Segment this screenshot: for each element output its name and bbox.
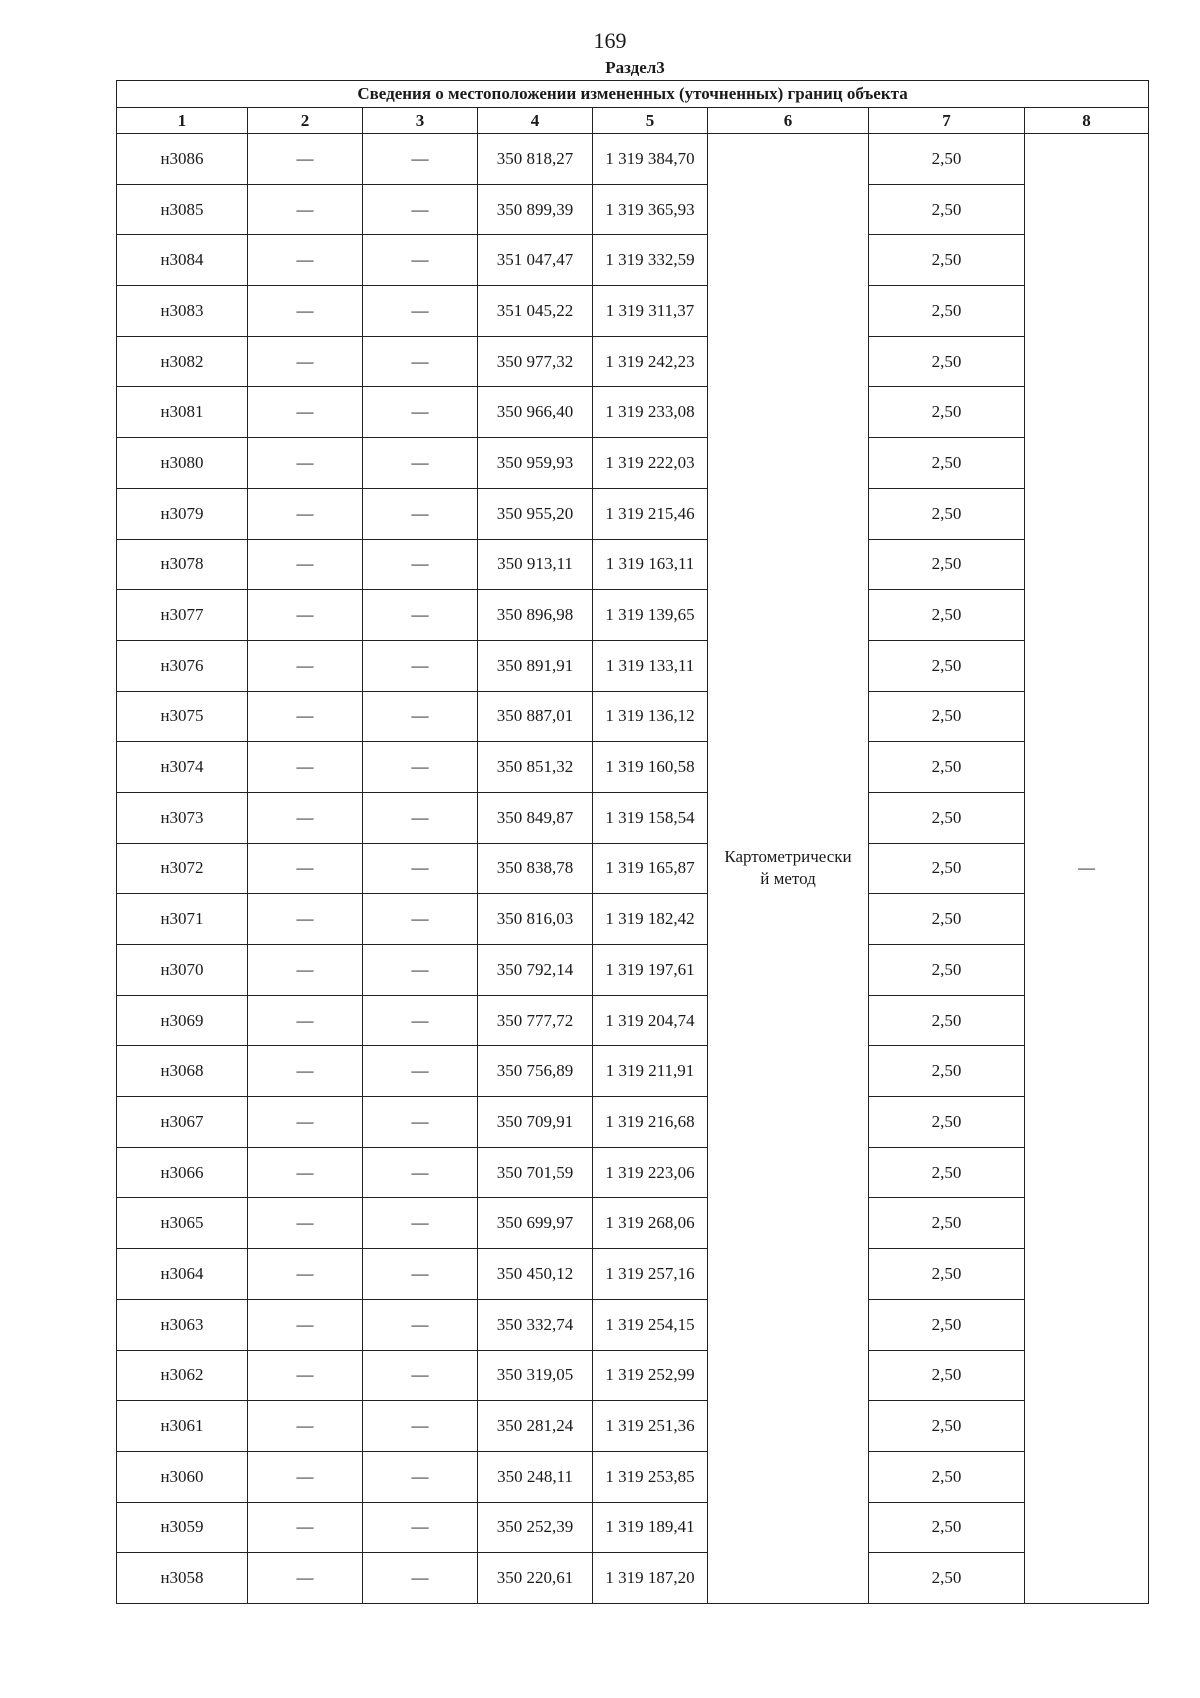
x-coordinate-cell: 350 220,61 — [478, 1553, 593, 1604]
column-3-cell: — — [363, 134, 478, 185]
column-2-cell: — — [248, 1502, 363, 1553]
column-3-cell: — — [363, 894, 478, 945]
y-coordinate-cell: 1 319 251,36 — [593, 1401, 708, 1452]
column-2-cell: — — [248, 792, 363, 843]
method-line-2: й метод — [760, 869, 816, 889]
accuracy-cell: 2,50 — [869, 134, 1025, 185]
column-3-cell: — — [363, 1502, 478, 1553]
accuracy-cell: 2,50 — [869, 1553, 1025, 1604]
column-2-cell: — — [248, 894, 363, 945]
point-name-cell: н3084 — [117, 235, 248, 286]
accuracy-cell: 2,50 — [869, 539, 1025, 590]
accuracy-cell: 2,50 — [869, 742, 1025, 793]
table-row — [117, 691, 1149, 742]
x-coordinate-cell: 350 838,78 — [478, 843, 593, 894]
y-coordinate-cell: 1 319 384,70 — [593, 134, 708, 185]
y-coordinate-cell: 1 319 242,23 — [593, 336, 708, 387]
accuracy-cell: 2,50 — [869, 336, 1025, 387]
x-coordinate-cell: 350 332,74 — [478, 1299, 593, 1350]
table-row — [117, 1401, 1149, 1452]
point-name-cell: н3079 — [117, 488, 248, 539]
point-name-cell: н3075 — [117, 691, 248, 742]
point-name-cell: н3064 — [117, 1249, 248, 1300]
page-number: 169 — [593, 28, 627, 53]
column-3-cell: — — [363, 1451, 478, 1502]
x-coordinate-cell: 350 818,27 — [478, 134, 593, 185]
y-coordinate-cell: 1 319 165,87 — [593, 843, 708, 894]
column-2-cell: — — [248, 286, 363, 337]
accuracy-cell: 2,50 — [869, 1350, 1025, 1401]
column-3-cell: — — [363, 286, 478, 337]
column-number-1: 1 — [117, 108, 248, 134]
column-2-cell: — — [248, 742, 363, 793]
column-3-cell: — — [363, 995, 478, 1046]
accuracy-cell: 2,50 — [869, 945, 1025, 996]
point-name-cell: н3059 — [117, 1502, 248, 1553]
table-row — [117, 1198, 1149, 1249]
table-row — [117, 1097, 1149, 1148]
point-name-cell: н3069 — [117, 995, 248, 1046]
table-row — [117, 1147, 1149, 1198]
column-2-cell: — — [248, 134, 363, 185]
table-row — [117, 1451, 1149, 1502]
x-coordinate-cell: 350 851,32 — [478, 742, 593, 793]
method-cell — [708, 134, 869, 1604]
column-2-cell: — — [248, 1249, 363, 1300]
accuracy-cell: 2,50 — [869, 235, 1025, 286]
accuracy-cell: 2,50 — [869, 792, 1025, 843]
x-coordinate-cell: 350 777,72 — [478, 995, 593, 1046]
section-label: Раздел3 — [605, 58, 665, 77]
y-coordinate-cell: 1 319 216,68 — [593, 1097, 708, 1148]
y-coordinate-cell: 1 319 332,59 — [593, 235, 708, 286]
x-coordinate-cell: 350 281,24 — [478, 1401, 593, 1452]
x-coordinate-cell: 350 248,11 — [478, 1451, 593, 1502]
table-row — [117, 1046, 1149, 1097]
accuracy-cell: 2,50 — [869, 1198, 1025, 1249]
point-name-cell: н3077 — [117, 590, 248, 641]
accuracy-cell: 2,50 — [869, 1401, 1025, 1452]
column-2-cell: — — [248, 1350, 363, 1401]
point-name-cell: н3071 — [117, 894, 248, 945]
x-coordinate-cell: 351 047,47 — [478, 235, 593, 286]
table-row — [117, 438, 1149, 489]
table-row — [117, 945, 1149, 996]
point-name-cell: н3078 — [117, 539, 248, 590]
point-name-cell: н3066 — [117, 1147, 248, 1198]
table-row — [117, 843, 1149, 894]
point-name-cell: н3061 — [117, 1401, 248, 1452]
column-number-8: 8 — [1025, 108, 1149, 134]
column-3-cell: — — [363, 1147, 478, 1198]
column-3-cell: — — [363, 539, 478, 590]
y-coordinate-cell: 1 319 252,99 — [593, 1350, 708, 1401]
x-coordinate-cell: 350 887,01 — [478, 691, 593, 742]
column-2-cell: — — [248, 995, 363, 1046]
column-3-cell: — — [363, 1401, 478, 1452]
x-coordinate-cell: 350 959,93 — [478, 438, 593, 489]
column-8-cell: — — [1025, 134, 1149, 1604]
x-coordinate-cell: 350 849,87 — [478, 792, 593, 843]
x-coordinate-cell: 350 701,59 — [478, 1147, 593, 1198]
point-name-cell: н3060 — [117, 1451, 248, 1502]
column-numbers-row — [117, 108, 1149, 134]
table-row — [117, 1249, 1149, 1300]
table-row — [117, 336, 1149, 387]
accuracy-cell: 2,50 — [869, 1147, 1025, 1198]
column-3-cell: — — [363, 843, 478, 894]
accuracy-cell: 2,50 — [869, 1046, 1025, 1097]
y-coordinate-cell: 1 319 187,20 — [593, 1553, 708, 1604]
column-2-cell: — — [248, 1097, 363, 1148]
table-row — [117, 286, 1149, 337]
accuracy-cell: 2,50 — [869, 995, 1025, 1046]
point-name-cell: н3063 — [117, 1299, 248, 1350]
accuracy-cell: 2,50 — [869, 184, 1025, 235]
y-coordinate-cell: 1 319 197,61 — [593, 945, 708, 996]
x-coordinate-cell: 350 966,40 — [478, 387, 593, 438]
point-name-cell: н3076 — [117, 640, 248, 691]
point-name-cell: н3070 — [117, 945, 248, 996]
table-row — [117, 387, 1149, 438]
accuracy-cell: 2,50 — [869, 1451, 1025, 1502]
x-coordinate-cell: 350 709,91 — [478, 1097, 593, 1148]
column-number-2: 2 — [248, 108, 363, 134]
y-coordinate-cell: 1 319 223,06 — [593, 1147, 708, 1198]
column-2-cell: — — [248, 843, 363, 894]
column-3-cell: — — [363, 1198, 478, 1249]
x-coordinate-cell: 350 699,97 — [478, 1198, 593, 1249]
table-row — [117, 539, 1149, 590]
column-2-cell: — — [248, 1046, 363, 1097]
accuracy-cell: 2,50 — [869, 590, 1025, 641]
boundary-table — [116, 80, 1149, 1604]
point-name-cell: н3074 — [117, 742, 248, 793]
accuracy-cell: 2,50 — [869, 387, 1025, 438]
column-3-cell: — — [363, 742, 478, 793]
x-coordinate-cell: 350 792,14 — [478, 945, 593, 996]
column-3-cell: — — [363, 945, 478, 996]
accuracy-cell: 2,50 — [869, 1502, 1025, 1553]
x-coordinate-cell: 350 891,91 — [478, 640, 593, 691]
column-2-cell: — — [248, 1299, 363, 1350]
x-coordinate-cell: 350 899,39 — [478, 184, 593, 235]
point-name-cell: н3072 — [117, 843, 248, 894]
column-2-cell: — — [248, 1147, 363, 1198]
x-coordinate-cell: 350 913,11 — [478, 539, 593, 590]
accuracy-cell: 2,50 — [869, 488, 1025, 539]
table-row — [117, 894, 1149, 945]
x-coordinate-cell: 350 450,12 — [478, 1249, 593, 1300]
column-3-cell: — — [363, 792, 478, 843]
column-2-cell: — — [248, 1401, 363, 1452]
point-name-cell: н3067 — [117, 1097, 248, 1148]
column-3-cell: — — [363, 488, 478, 539]
column-3-cell: — — [363, 387, 478, 438]
column-3-cell: — — [363, 1046, 478, 1097]
y-coordinate-cell: 1 319 257,16 — [593, 1249, 708, 1300]
method-line-1: Картометрически — [724, 847, 852, 867]
table-row — [117, 792, 1149, 843]
y-coordinate-cell: 1 319 139,65 — [593, 590, 708, 641]
point-name-cell: н3085 — [117, 184, 248, 235]
table-row — [117, 590, 1149, 641]
column-2-cell: — — [248, 488, 363, 539]
x-coordinate-cell: 350 816,03 — [478, 894, 593, 945]
y-coordinate-cell: 1 319 158,54 — [593, 792, 708, 843]
x-coordinate-cell: 350 319,05 — [478, 1350, 593, 1401]
x-coordinate-cell: 350 955,20 — [478, 488, 593, 539]
y-coordinate-cell: 1 319 204,74 — [593, 995, 708, 1046]
point-name-cell: н3086 — [117, 134, 248, 185]
table-row — [117, 995, 1149, 1046]
accuracy-cell: 2,50 — [869, 286, 1025, 337]
point-name-cell: н3065 — [117, 1198, 248, 1249]
y-coordinate-cell: 1 319 163,11 — [593, 539, 708, 590]
table-row — [117, 1502, 1149, 1553]
column-number-6: 6 — [708, 108, 869, 134]
y-coordinate-cell: 1 319 133,11 — [593, 640, 708, 691]
column-2-cell: — — [248, 640, 363, 691]
column-3-cell: — — [363, 1553, 478, 1604]
column-2-cell: — — [248, 387, 363, 438]
point-name-cell: н3080 — [117, 438, 248, 489]
y-coordinate-cell: 1 319 211,91 — [593, 1046, 708, 1097]
y-coordinate-cell: 1 319 253,85 — [593, 1451, 708, 1502]
y-coordinate-cell: 1 319 136,12 — [593, 691, 708, 742]
table-row — [117, 1553, 1149, 1604]
y-coordinate-cell: 1 319 254,15 — [593, 1299, 708, 1350]
point-name-cell: н3081 — [117, 387, 248, 438]
y-coordinate-cell: 1 319 189,41 — [593, 1502, 708, 1553]
column-number-4: 4 — [478, 108, 593, 134]
column-2-cell: — — [248, 1553, 363, 1604]
column-number-7: 7 — [869, 108, 1025, 134]
column-2-cell: — — [248, 438, 363, 489]
accuracy-cell: 2,50 — [869, 894, 1025, 945]
column-3-cell: — — [363, 590, 478, 641]
column-2-cell: — — [248, 590, 363, 641]
column-3-cell: — — [363, 1299, 478, 1350]
accuracy-cell: 2,50 — [869, 1097, 1025, 1148]
point-name-cell: н3073 — [117, 792, 248, 843]
column-2-cell: — — [248, 336, 363, 387]
y-coordinate-cell: 1 319 222,03 — [593, 438, 708, 489]
table-row — [117, 184, 1149, 235]
accuracy-cell: 2,50 — [869, 843, 1025, 894]
table-row — [117, 488, 1149, 539]
point-name-cell: н3083 — [117, 286, 248, 337]
column-2-cell: — — [248, 1451, 363, 1502]
column-3-cell: — — [363, 184, 478, 235]
point-name-cell: н3082 — [117, 336, 248, 387]
column-2-cell: — — [248, 184, 363, 235]
y-coordinate-cell: 1 319 233,08 — [593, 387, 708, 438]
table-row — [117, 1299, 1149, 1350]
table-row — [117, 742, 1149, 793]
x-coordinate-cell: 350 977,32 — [478, 336, 593, 387]
point-name-cell: н3058 — [117, 1553, 248, 1604]
column-3-cell: — — [363, 1249, 478, 1300]
column-2-cell: — — [248, 1198, 363, 1249]
y-coordinate-cell: 1 319 215,46 — [593, 488, 708, 539]
column-3-cell: — — [363, 1350, 478, 1401]
point-name-cell: н3068 — [117, 1046, 248, 1097]
column-2-cell: — — [248, 691, 363, 742]
x-coordinate-cell: 351 045,22 — [478, 286, 593, 337]
column-3-cell: — — [363, 235, 478, 286]
accuracy-cell: 2,50 — [869, 1249, 1025, 1300]
column-number-5: 5 — [593, 108, 708, 134]
column-3-cell: — — [363, 438, 478, 489]
accuracy-cell: 2,50 — [869, 438, 1025, 489]
table-row — [117, 640, 1149, 691]
x-coordinate-cell: 350 252,39 — [478, 1502, 593, 1553]
table-row — [117, 1350, 1149, 1401]
accuracy-cell: 2,50 — [869, 691, 1025, 742]
table-title: Сведения о местоположении измененных (уточненных) границ объекта — [117, 81, 1149, 108]
y-coordinate-cell: 1 319 160,58 — [593, 742, 708, 793]
table-body — [117, 134, 1149, 1604]
table-row — [117, 235, 1149, 286]
y-coordinate-cell: 1 319 182,42 — [593, 894, 708, 945]
y-coordinate-cell: 1 319 268,06 — [593, 1198, 708, 1249]
table-row — [117, 134, 1149, 185]
column-3-cell: — — [363, 336, 478, 387]
column-number-3: 3 — [363, 108, 478, 134]
x-coordinate-cell: 350 896,98 — [478, 590, 593, 641]
column-2-cell: — — [248, 539, 363, 590]
column-3-cell: — — [363, 1097, 478, 1148]
x-coordinate-cell: 350 756,89 — [478, 1046, 593, 1097]
column-2-cell: — — [248, 945, 363, 996]
y-coordinate-cell: 1 319 311,37 — [593, 286, 708, 337]
point-name-cell: н3062 — [117, 1350, 248, 1401]
column-3-cell: — — [363, 640, 478, 691]
y-coordinate-cell: 1 319 365,93 — [593, 184, 708, 235]
accuracy-cell: 2,50 — [869, 1299, 1025, 1350]
column-2-cell: — — [248, 235, 363, 286]
column-3-cell: — — [363, 691, 478, 742]
accuracy-cell: 2,50 — [869, 640, 1025, 691]
